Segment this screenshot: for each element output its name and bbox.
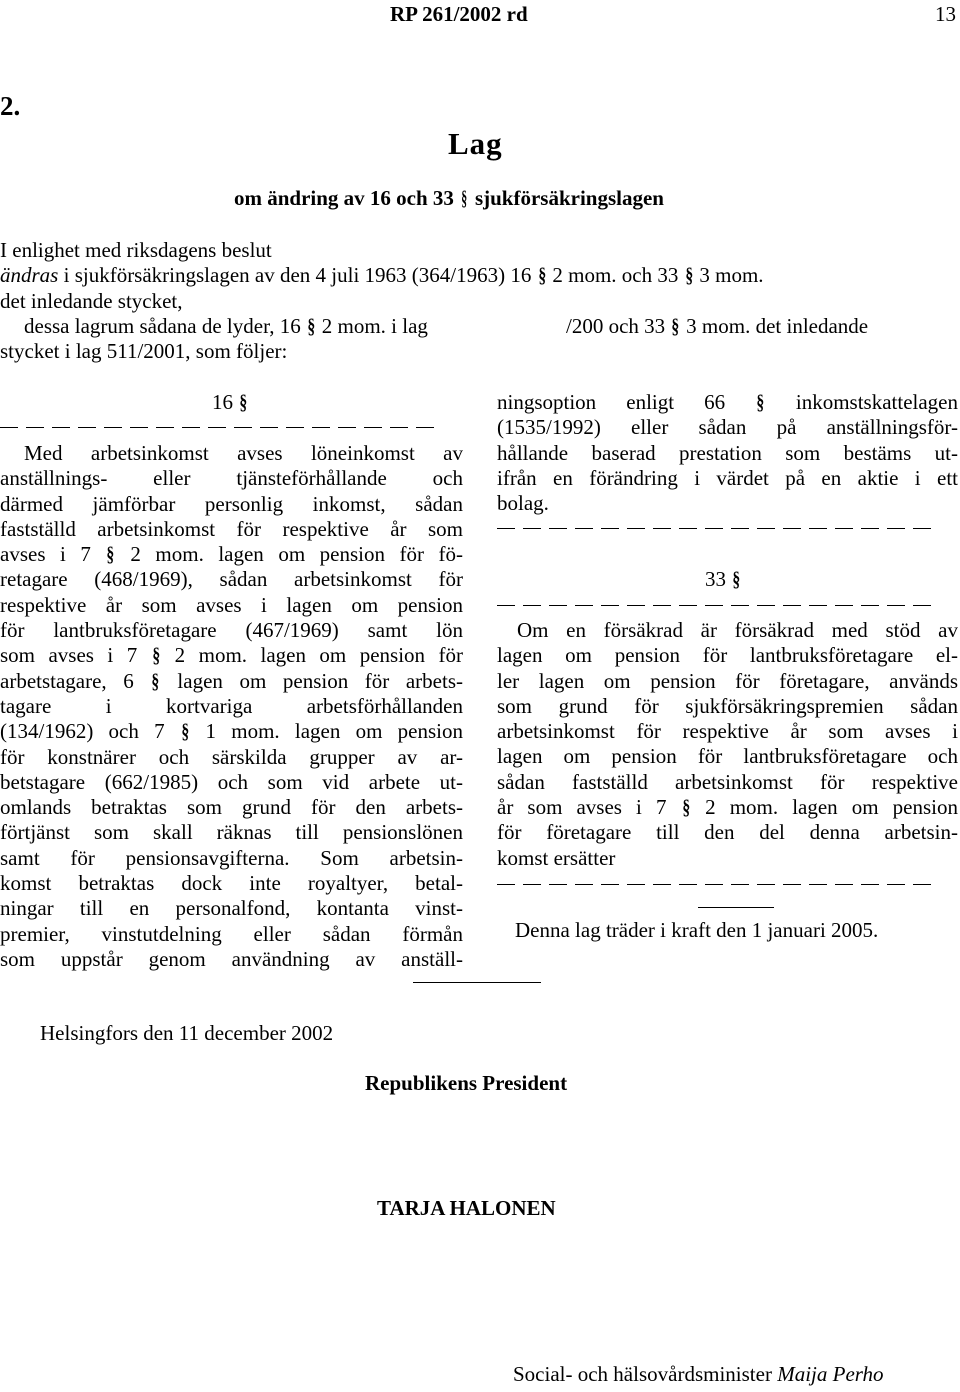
section-sign: § [732, 567, 741, 591]
signatory-role-minister: Social- och hälsovårdsminister [513, 1362, 772, 1386]
text-line: fastställd arbetsinkomst för respektive år som [0, 516, 463, 541]
text-line: lagen om pension för lantbruksföretagare el- [497, 643, 958, 668]
section-16-heading: 16 § [212, 390, 248, 414]
omission-dashes-right-3 [497, 884, 939, 885]
effective-date: Denna lag träder i kraft den 1 januari 2005. [515, 918, 879, 942]
text-line: anställnings- eller tjänsteförhållande och [0, 466, 463, 491]
text-line: avses i 7 § 2 mom. lagen om pension för fö- [0, 542, 464, 567]
page-number: 13 [935, 2, 956, 26]
signatory-name-president: TARJA HALONEN [377, 1196, 556, 1220]
text-line: förtjänst som skall räknas till pensionslönen [0, 820, 463, 845]
text-line: Om en försäkrad är försäkrad med stöd av [517, 618, 958, 642]
text-line: retagare (468/1969), sådan arbetsinkomst för [0, 567, 463, 592]
text-line: komst betraktas dock inte royaltyer, betal- [0, 871, 463, 896]
section-sign: § [671, 314, 680, 338]
omission-dashes-right-1 [497, 528, 939, 529]
text-line: som grund för sjukförsäkringspremien sådan [497, 693, 958, 718]
text-line: samt för pensionsavgifterna. Som arbetsin- [0, 845, 463, 870]
place-and-date: Helsingfors den 11 december 2002 [40, 1021, 334, 1045]
text-line: lagen om pension för lantbruksföretagare och [497, 744, 958, 769]
text-line: år som avses i 7 § 2 mom. lagen om pension [497, 795, 958, 820]
section-33-heading: 33 § [705, 567, 741, 591]
preamble-line-1: I enlighet med riksdagens beslut [0, 238, 272, 262]
text-line: ler lagen om pension för företagare, används [497, 668, 958, 693]
preamble-line-4a: dessa lagrum sådana de lyder, 16 § 2 mom. i lag [24, 314, 428, 338]
omission-dashes-right-2 [497, 605, 939, 606]
signatory-minister [513, 1362, 884, 1387]
section-sign: § [681, 795, 690, 820]
subtitle: om ändring av 16 och 33 § sjukförsäkringslagen [234, 186, 664, 210]
section-sign: § [307, 314, 316, 338]
text-line: (134/1962) och 7 § 1 mom. lagen om pension [0, 719, 463, 744]
text-line: bolag. [497, 491, 549, 516]
section-16-text [0, 441, 463, 972]
section-sign: § [756, 390, 765, 414]
text-line: för företagare till den del denna arbetsin- [497, 820, 958, 845]
end-rule [413, 982, 541, 983]
text-line: tagare i kortvariga arbetsförhållanden [0, 693, 463, 718]
signatory-role-president: Republikens President [365, 1071, 568, 1095]
section-sign: § [151, 668, 160, 693]
text-line: arbetsinkomst för respektive år som avses i [497, 719, 958, 744]
text-line: komst ersätter [497, 845, 616, 870]
section-sign: § [106, 542, 115, 567]
text-line: ningar till en personalfond, kontanta vinst- [0, 896, 463, 921]
text-line: för lantbruksföretagare (467/1969) samt lön [0, 618, 463, 643]
text-line: arbetstagare, 6 § lagen om pension för arbets- [0, 668, 463, 693]
section-16-continuation [497, 390, 958, 516]
text-line: hållande baserad prestation som bestäms ut- [497, 440, 958, 465]
preamble-line-2: ändras i sjukförsäkringslagen av den 4 juli 1963 (364/1963) 16 § 2 mom. och 33 § 3 mom. [0, 263, 764, 287]
text-line: (1535/1992) eller sådan på anställningsför- [497, 415, 958, 440]
text-line: för konstnärer och särskilda grupper av ar- [0, 744, 463, 769]
text-line: som uppstår genom användning av anställ- [0, 946, 463, 971]
text-line: därmed jämförbar personlig inkomst, sådan [0, 491, 463, 516]
preamble-line-4b: /200 och 33 § 3 mom. det inledande [566, 314, 869, 338]
signatory-name-minister: Maija Perho [777, 1362, 884, 1386]
document-reference: RP 261/2002 rd [390, 2, 528, 26]
text-line: omlands betraktas som grund för den arbets- [0, 795, 463, 820]
end-rule-short [698, 907, 774, 908]
text-line: premier, vinstutdelning eller sådan förmån [0, 921, 463, 946]
preamble-line-5: stycket i lag 511/2001, som följer: [0, 339, 288, 363]
page-title: Lag [448, 126, 503, 161]
text-line: sådan fastställd arbetsinkomst för respektive [497, 769, 958, 794]
section-33-text [497, 618, 958, 871]
text-line: ifrån en förändring i värdet på en aktie i ett [497, 465, 958, 490]
text-line: respektive år som avses i lagen om pension [0, 592, 463, 617]
section-number: 2. [0, 91, 21, 121]
section-sign: § [239, 390, 248, 414]
omission-dashes-left [0, 427, 442, 428]
text-line: Med arbetsinkomst avses löneinkomst av [24, 441, 463, 465]
section-sign: § [461, 186, 468, 210]
preamble-line-3: det inledande stycket, [0, 289, 183, 313]
text-line: betstagare (662/1985) och som vid arbete ut- [0, 769, 463, 794]
section-sign: § [537, 263, 546, 287]
section-sign: § [684, 263, 693, 287]
text-line: som avses i 7 § 2 mom. lagen om pension för [0, 643, 464, 668]
text-line: ningsoption enligt 66 § inkomstskattelagen [497, 390, 959, 414]
section-sign: § [152, 643, 160, 668]
section-sign: § [181, 719, 189, 744]
